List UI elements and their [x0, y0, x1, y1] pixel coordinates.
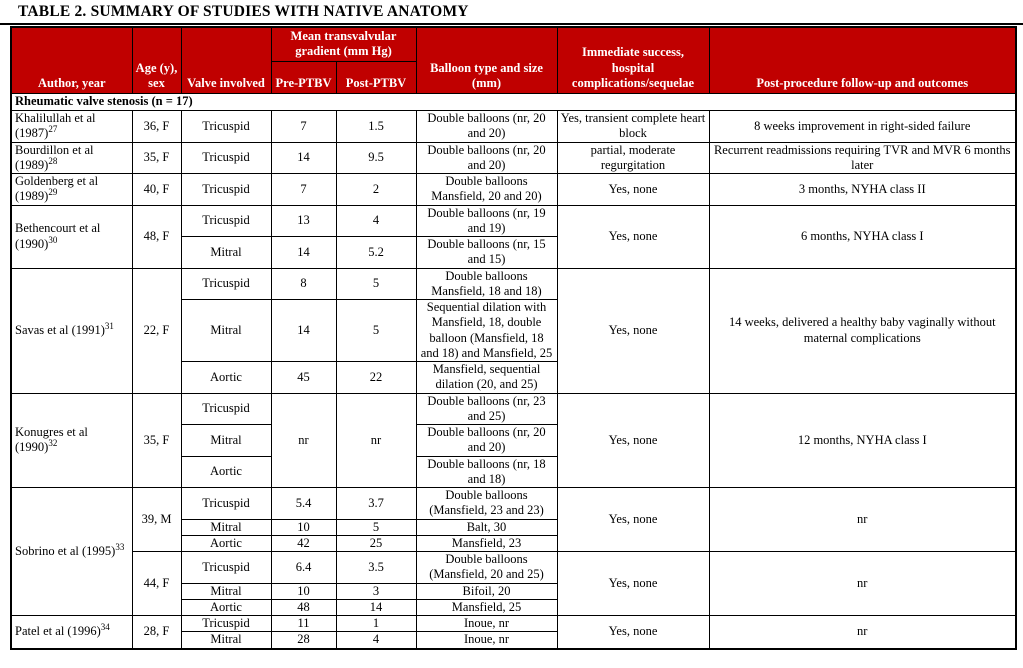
age-sex-cell: 35, F — [132, 393, 181, 488]
section-row — [11, 94, 1016, 111]
post-gradient-cell: 3.5 — [336, 552, 416, 584]
author-cell — [11, 488, 132, 616]
col-header-age-sex: Age (y), sex — [132, 27, 181, 94]
valve-cell: Aortic — [181, 599, 271, 615]
pre-gradient-cell: 14 — [271, 142, 336, 174]
pre-gradient-cell: 11 — [271, 616, 336, 632]
pre-gradient-cell: 7 — [271, 174, 336, 206]
author-cell — [11, 142, 132, 174]
table-row — [11, 142, 1016, 174]
pre-gradient-cell: 45 — [271, 362, 336, 394]
immediate-success-cell: Yes, transient complete heart block — [557, 111, 709, 143]
valve-cell: Tricuspid — [181, 393, 271, 425]
age-sex-cell: 35, F — [132, 142, 181, 174]
table-row — [11, 552, 1016, 584]
reference-superscript: 29 — [48, 187, 58, 198]
post-gradient-cell: 5 — [336, 300, 416, 362]
post-gradient-cell: 1 — [336, 616, 416, 632]
balloon-cell: Double balloons (nr, 20 and 20) — [416, 425, 557, 457]
valve-cell: Tricuspid — [181, 111, 271, 143]
immediate-success-cell: Yes, none — [557, 552, 709, 616]
pre-gradient-cell: 13 — [271, 205, 336, 237]
age-sex-cell: 22, F — [132, 268, 181, 393]
post-gradient-cell: 2 — [336, 174, 416, 206]
immediate-success-cell: Yes, none — [557, 268, 709, 393]
valve-cell: Mitral — [181, 632, 271, 649]
pre-gradient-cell: 28 — [271, 632, 336, 649]
table-row — [11, 205, 1016, 237]
table-row — [11, 111, 1016, 143]
post-gradient-cell: 25 — [336, 535, 416, 551]
author-name: Goldenberg et al (1989) — [15, 174, 99, 204]
col-header-author: Author, year — [11, 27, 132, 94]
reference-superscript: 30 — [48, 234, 58, 245]
balloon-cell: Double balloons (nr, 19 and 19) — [416, 205, 557, 237]
col-header-immediate-success: Immediate success, hospital complications/sequelae — [557, 27, 709, 94]
reference-superscript: 34 — [100, 621, 110, 632]
author-cell — [11, 174, 132, 206]
outcome-cell: Recurrent readmissions requiring TVR and MVR 6 months later — [709, 142, 1016, 174]
balloon-cell: Double balloons (Mansfield, 23 and 23) — [416, 488, 557, 520]
post-gradient-cell: 4 — [336, 632, 416, 649]
post-gradient-cell: 22 — [336, 362, 416, 394]
immediate-success-cell: Yes, none — [557, 205, 709, 268]
valve-cell: Aortic — [181, 456, 271, 488]
pre-gradient-cell: 14 — [271, 300, 336, 362]
pre-gradient-cell: 42 — [271, 535, 336, 551]
outcome-cell: 12 months, NYHA class I — [709, 393, 1016, 488]
col-header-outcomes: Post-procedure follow-up and outcomes — [709, 27, 1016, 94]
author-name: Bethencourt et al (1990) — [15, 221, 101, 251]
post-gradient-cell: 4 — [336, 205, 416, 237]
col-header-post-ptbv: Post-PTBV — [336, 62, 416, 94]
outcome-cell: 8 weeks improvement in right-sided failure — [709, 111, 1016, 143]
outcome-cell: 3 months, NYHA class II — [709, 174, 1016, 206]
table-row — [11, 616, 1016, 632]
pre-gradient-cell: 10 — [271, 519, 336, 535]
balloon-cell: Inoue, nr — [416, 632, 557, 649]
valve-cell: Tricuspid — [181, 142, 271, 174]
reference-superscript: 28 — [48, 155, 58, 166]
age-sex-cell: 44, F — [132, 552, 181, 616]
valve-cell: Mitral — [181, 425, 271, 457]
author-name: Sobrino et al (1995) — [15, 543, 116, 558]
valve-cell: Mitral — [181, 519, 271, 535]
author-name: Khalilullah et al (1987) — [15, 111, 96, 141]
post-gradient-cell: 14 — [336, 599, 416, 615]
post-gradient-cell: 5.2 — [336, 237, 416, 269]
immediate-success-cell: Yes, none — [557, 174, 709, 206]
valve-cell: Aortic — [181, 362, 271, 394]
author-cell — [11, 393, 132, 488]
balloon-cell: Double balloons (Mansfield, 20 and 25) — [416, 552, 557, 584]
valve-cell: Tricuspid — [181, 205, 271, 237]
pre-gradient-cell: 10 — [271, 583, 336, 599]
balloon-cell: Double balloons (nr, 23 and 25) — [416, 393, 557, 425]
pre-gradient-cell: 8 — [271, 268, 336, 300]
valve-cell: Tricuspid — [181, 268, 271, 300]
post-gradient-cell: 3 — [336, 583, 416, 599]
pre-gradient-cell: 6.4 — [271, 552, 336, 584]
pre-gradient-cell: 5.4 — [271, 488, 336, 520]
age-sex-cell: 28, F — [132, 616, 181, 649]
valve-cell: Tricuspid — [181, 174, 271, 206]
valve-cell: Mitral — [181, 237, 271, 269]
post-gradient-cell: 3.7 — [336, 488, 416, 520]
author-cell — [11, 268, 132, 393]
reference-superscript: 33 — [115, 541, 125, 552]
age-sex-cell: 40, F — [132, 174, 181, 206]
table-row — [11, 268, 1016, 300]
section-label: Rheumatic valve stenosis (n = 17) — [11, 94, 1016, 111]
post-gradient-cell: nr — [336, 393, 416, 488]
outcome-cell: nr — [709, 552, 1016, 616]
post-gradient-cell: 1.5 — [336, 111, 416, 143]
immediate-success-cell: Yes, none — [557, 393, 709, 488]
table-row — [11, 174, 1016, 206]
valve-cell: Tricuspid — [181, 488, 271, 520]
outcome-cell: nr — [709, 616, 1016, 649]
balloon-cell: Double balloons Mansfield, 18 and 18) — [416, 268, 557, 300]
col-header-gradient-group: Mean transvalvular gradient (mm Hg) — [271, 27, 416, 62]
outcome-cell: 6 months, NYHA class I — [709, 205, 1016, 268]
immediate-success-cell: partial, moderate regurgitation — [557, 142, 709, 174]
balloon-cell: Balt, 30 — [416, 519, 557, 535]
balloon-cell: Double balloons Mansfield, 20 and 20) — [416, 174, 557, 206]
valve-cell: Mitral — [181, 300, 271, 362]
post-gradient-cell: 5 — [336, 268, 416, 300]
balloon-cell: Double balloons (nr, 20 and 20) — [416, 111, 557, 143]
age-sex-cell: 48, F — [132, 205, 181, 268]
valve-cell: Tricuspid — [181, 616, 271, 632]
post-gradient-cell: 5 — [336, 519, 416, 535]
age-sex-cell: 39, M — [132, 488, 181, 552]
immediate-success-cell: Yes, none — [557, 616, 709, 649]
col-header-pre-ptbv: Pre-PTBV — [271, 62, 336, 94]
balloon-cell: Inoue, nr — [416, 616, 557, 632]
balloon-cell: Mansfield, sequential dilation (20, and 25) — [416, 362, 557, 394]
balloon-cell: Double balloons (nr, 15 and 15) — [416, 237, 557, 269]
reference-superscript: 32 — [48, 438, 58, 449]
post-gradient-cell: 9.5 — [336, 142, 416, 174]
author-cell — [11, 111, 132, 143]
col-header-balloon: Balloon type and size (mm) — [416, 27, 557, 94]
balloon-cell: Double balloons (nr, 18 and 18) — [416, 456, 557, 488]
author-name: Konugres et al (1990) — [15, 425, 88, 455]
studies-table — [10, 26, 1017, 650]
pre-gradient-cell: 14 — [271, 237, 336, 269]
age-sex-cell: 36, F — [132, 111, 181, 143]
pre-gradient-cell: 48 — [271, 599, 336, 615]
pre-gradient-cell: nr — [271, 393, 336, 488]
valve-cell: Tricuspid — [181, 552, 271, 584]
col-header-valve: Valve involved — [181, 27, 271, 94]
reference-superscript: 31 — [104, 320, 114, 331]
outcome-cell: 14 weeks, delivered a healthy baby vaginally without maternal complications — [709, 268, 1016, 393]
balloon-cell: Bifoil, 20 — [416, 583, 557, 599]
header-row-1 — [11, 27, 1016, 62]
table-row — [11, 393, 1016, 425]
author-cell — [11, 616, 132, 649]
balloon-cell: Mansfield, 25 — [416, 599, 557, 615]
author-cell — [11, 205, 132, 268]
table-row — [11, 488, 1016, 520]
valve-cell: Mitral — [181, 583, 271, 599]
outcome-cell: nr — [709, 488, 1016, 552]
valve-cell: Aortic — [181, 535, 271, 551]
balloon-cell: Mansfield, 23 — [416, 535, 557, 551]
author-name: Savas et al (1991) — [15, 322, 105, 337]
author-name: Patel et al (1996) — [15, 624, 101, 639]
pre-gradient-cell: 7 — [271, 111, 336, 143]
reference-superscript: 27 — [48, 124, 58, 135]
page-title: TABLE 2. SUMMARY OF STUDIES WITH NATIVE ANATOMY — [0, 0, 1023, 25]
balloon-cell: Sequential dilation with Mansfield, 18, double balloon (Mansfield, 18 and 18) and Mansfield, 25 — [416, 300, 557, 362]
author-name: Bourdillon et al (1989) — [15, 142, 94, 172]
balloon-cell: Double balloons (nr, 20 and 20) — [416, 142, 557, 174]
immediate-success-cell: Yes, none — [557, 488, 709, 552]
